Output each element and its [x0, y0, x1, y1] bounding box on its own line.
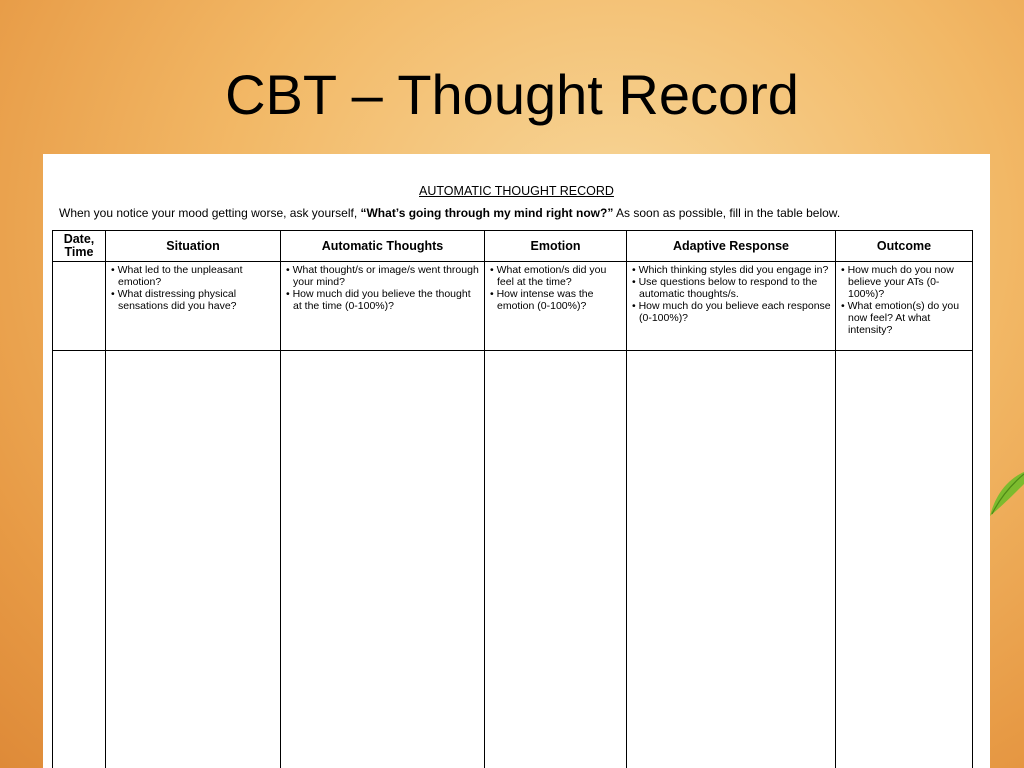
hint-item: • How much did you believe the thought at the time (0-100%)?: [286, 288, 481, 312]
entry-cell-situation[interactable]: [106, 351, 281, 768]
form-instructions: [59, 206, 840, 220]
slide-title: CBT – Thought Record: [225, 63, 799, 126]
entry-cell-emotion[interactable]: [485, 351, 627, 768]
hint-item: • How intense was the emotion (0-100%)?: [490, 288, 623, 312]
column-header-adaptive-response: Adaptive Response: [627, 231, 836, 262]
hint-item: • What led to the unpleasant emotion?: [111, 264, 277, 288]
thought-record-form: [43, 154, 990, 768]
header-row: [53, 231, 973, 262]
thought-record-table: [52, 230, 973, 768]
form-heading: AUTOMATIC THOUGHT RECORD: [419, 184, 614, 198]
hint-item: • What distressing physical sensations did you have?: [111, 288, 277, 312]
instructions-bold-question: “What’s going through my mind right now?”: [360, 206, 614, 220]
column-header-date-time: Date, Time: [53, 231, 106, 262]
hint-cell-automatic-thoughts: [281, 262, 485, 351]
column-header-emotion: Emotion: [485, 231, 627, 262]
entry-cell-date-time[interactable]: [53, 351, 106, 768]
hint-item: • What thought/s or image/s went through your mind?: [286, 264, 481, 288]
column-header-outcome: Outcome: [836, 231, 973, 262]
hint-item: • Use questions below to respond to the automatic thoughts/s.: [632, 276, 832, 300]
hint-item: • How much do you now believe your ATs (0-100%)?: [841, 264, 969, 300]
instructions-text-before: When you notice your mood getting worse, ask yourself,: [59, 206, 361, 220]
entry-row: [53, 351, 973, 768]
hint-item: • What emotion/s did you feel at the time?: [490, 264, 623, 288]
entry-cell-adaptive-response[interactable]: [627, 351, 836, 768]
entry-cell-automatic-thoughts[interactable]: [281, 351, 485, 768]
leaf-icon: [986, 470, 1024, 520]
column-header-automatic-thoughts: Automatic Thoughts: [281, 231, 485, 262]
entry-cell-outcome[interactable]: [836, 351, 973, 768]
hint-item: • What emotion(s) do you now feel? At what intensity?: [841, 300, 969, 336]
column-header-situation: Situation: [106, 231, 281, 262]
hint-cell-emotion: [485, 262, 627, 351]
instructions-text-after: As soon as possible, fill in the table below.: [613, 206, 841, 220]
hint-item: • Which thinking styles did you engage in?: [632, 264, 832, 276]
hint-cell-date-time: [53, 262, 106, 351]
hint-cell-outcome: [836, 262, 973, 351]
hint-item: • How much do you believe each response (0-100%)?: [632, 300, 832, 324]
hint-cell-adaptive-response: [627, 262, 836, 351]
hint-cell-situation: [106, 262, 281, 351]
hint-row: [53, 262, 973, 351]
